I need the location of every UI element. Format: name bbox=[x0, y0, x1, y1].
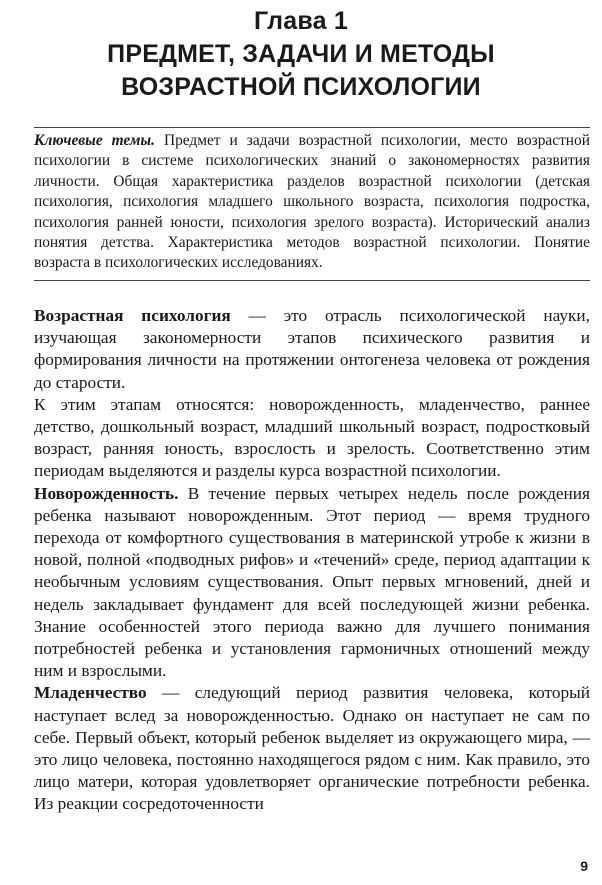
term-newborn: Новорожденность. bbox=[34, 483, 179, 503]
paragraph-text: — следующий период развития человека, который наступает вслед за новорожденностью. Однако он наступает не сам по себе. Первый объект, который ребенок выделяет из окружающего мира, — это лицо человека, постоянно находящегося рядом с ним. Как правило, это лицо матери, которая удовлетворяет органические потребности ребенка. Из реакции сосредоточенности bbox=[34, 683, 590, 814]
paragraph-text: — это отрасль психологической науки, изучающая закономерности этапов психического развития и формирования личности на протяжении онтогенеза человека от рождения до старости. bbox=[34, 306, 590, 392]
chapter-title: ПРЕДМЕТ, ЗАДАЧИ И МЕТОДЫ ВОЗРАСТНОЙ ПСИХОЛОГИИ bbox=[107, 40, 495, 101]
body-text bbox=[34, 305, 590, 816]
paragraph-newborn bbox=[34, 483, 590, 683]
term-age-psychology: Возрастная психология bbox=[34, 306, 231, 325]
page-number: 9 bbox=[580, 858, 588, 874]
key-topics-label: Ключевые темы. bbox=[34, 132, 155, 149]
paragraph-infancy bbox=[34, 682, 590, 815]
term-infancy: Младенчество bbox=[34, 683, 147, 703]
paragraph-text: К этим этапам относятся: новорожденность, младенчество, раннее детство, дошкольный возраст, младший школьный возраст, подростковый возраст, ранняя юность, взрослость и зрелость. Соответственно этим периодам выделяются и разделы курса возрастной психологии. bbox=[34, 394, 590, 481]
paragraph-stages bbox=[34, 394, 590, 483]
key-topics-text: Предмет и задачи возрастной психологии, место возрастной психологии в системе психологических знаний о закономерностях развития личности. Общая характеристика разделов возрастной психологии (детская психология, психология младшего школьного возраста, психология подростка, психология ранней юности, психология зрелого возраста). Исторический анализ понятия детства. Характеристика методов возрастной психологии. Понятие возраста в психологических исследованиях. bbox=[34, 132, 590, 272]
key-topics-paragraph bbox=[34, 131, 590, 274]
key-topics-box bbox=[34, 127, 590, 281]
chapter-number: Глава 1 bbox=[254, 7, 348, 35]
paragraph-age-psychology bbox=[34, 305, 590, 394]
paragraph-text: В течение первых четырех недель после рождения ребенка называют новорожденным. Этот период — время трудного перехода от комфортного существования в материнской утробе к жизни в новой, полной «подводных рифов» и «течений» среде, период адаптации к необычным условиям существования. Опыт первых мгновений, дней и недель закладывает фундамент для всей последующей жизни ребенка. Знание особенностей этого периода важно для лучшего понимания потребностей ребенка и установления гармоничных отношений между ним и взрослыми. bbox=[34, 483, 590, 681]
